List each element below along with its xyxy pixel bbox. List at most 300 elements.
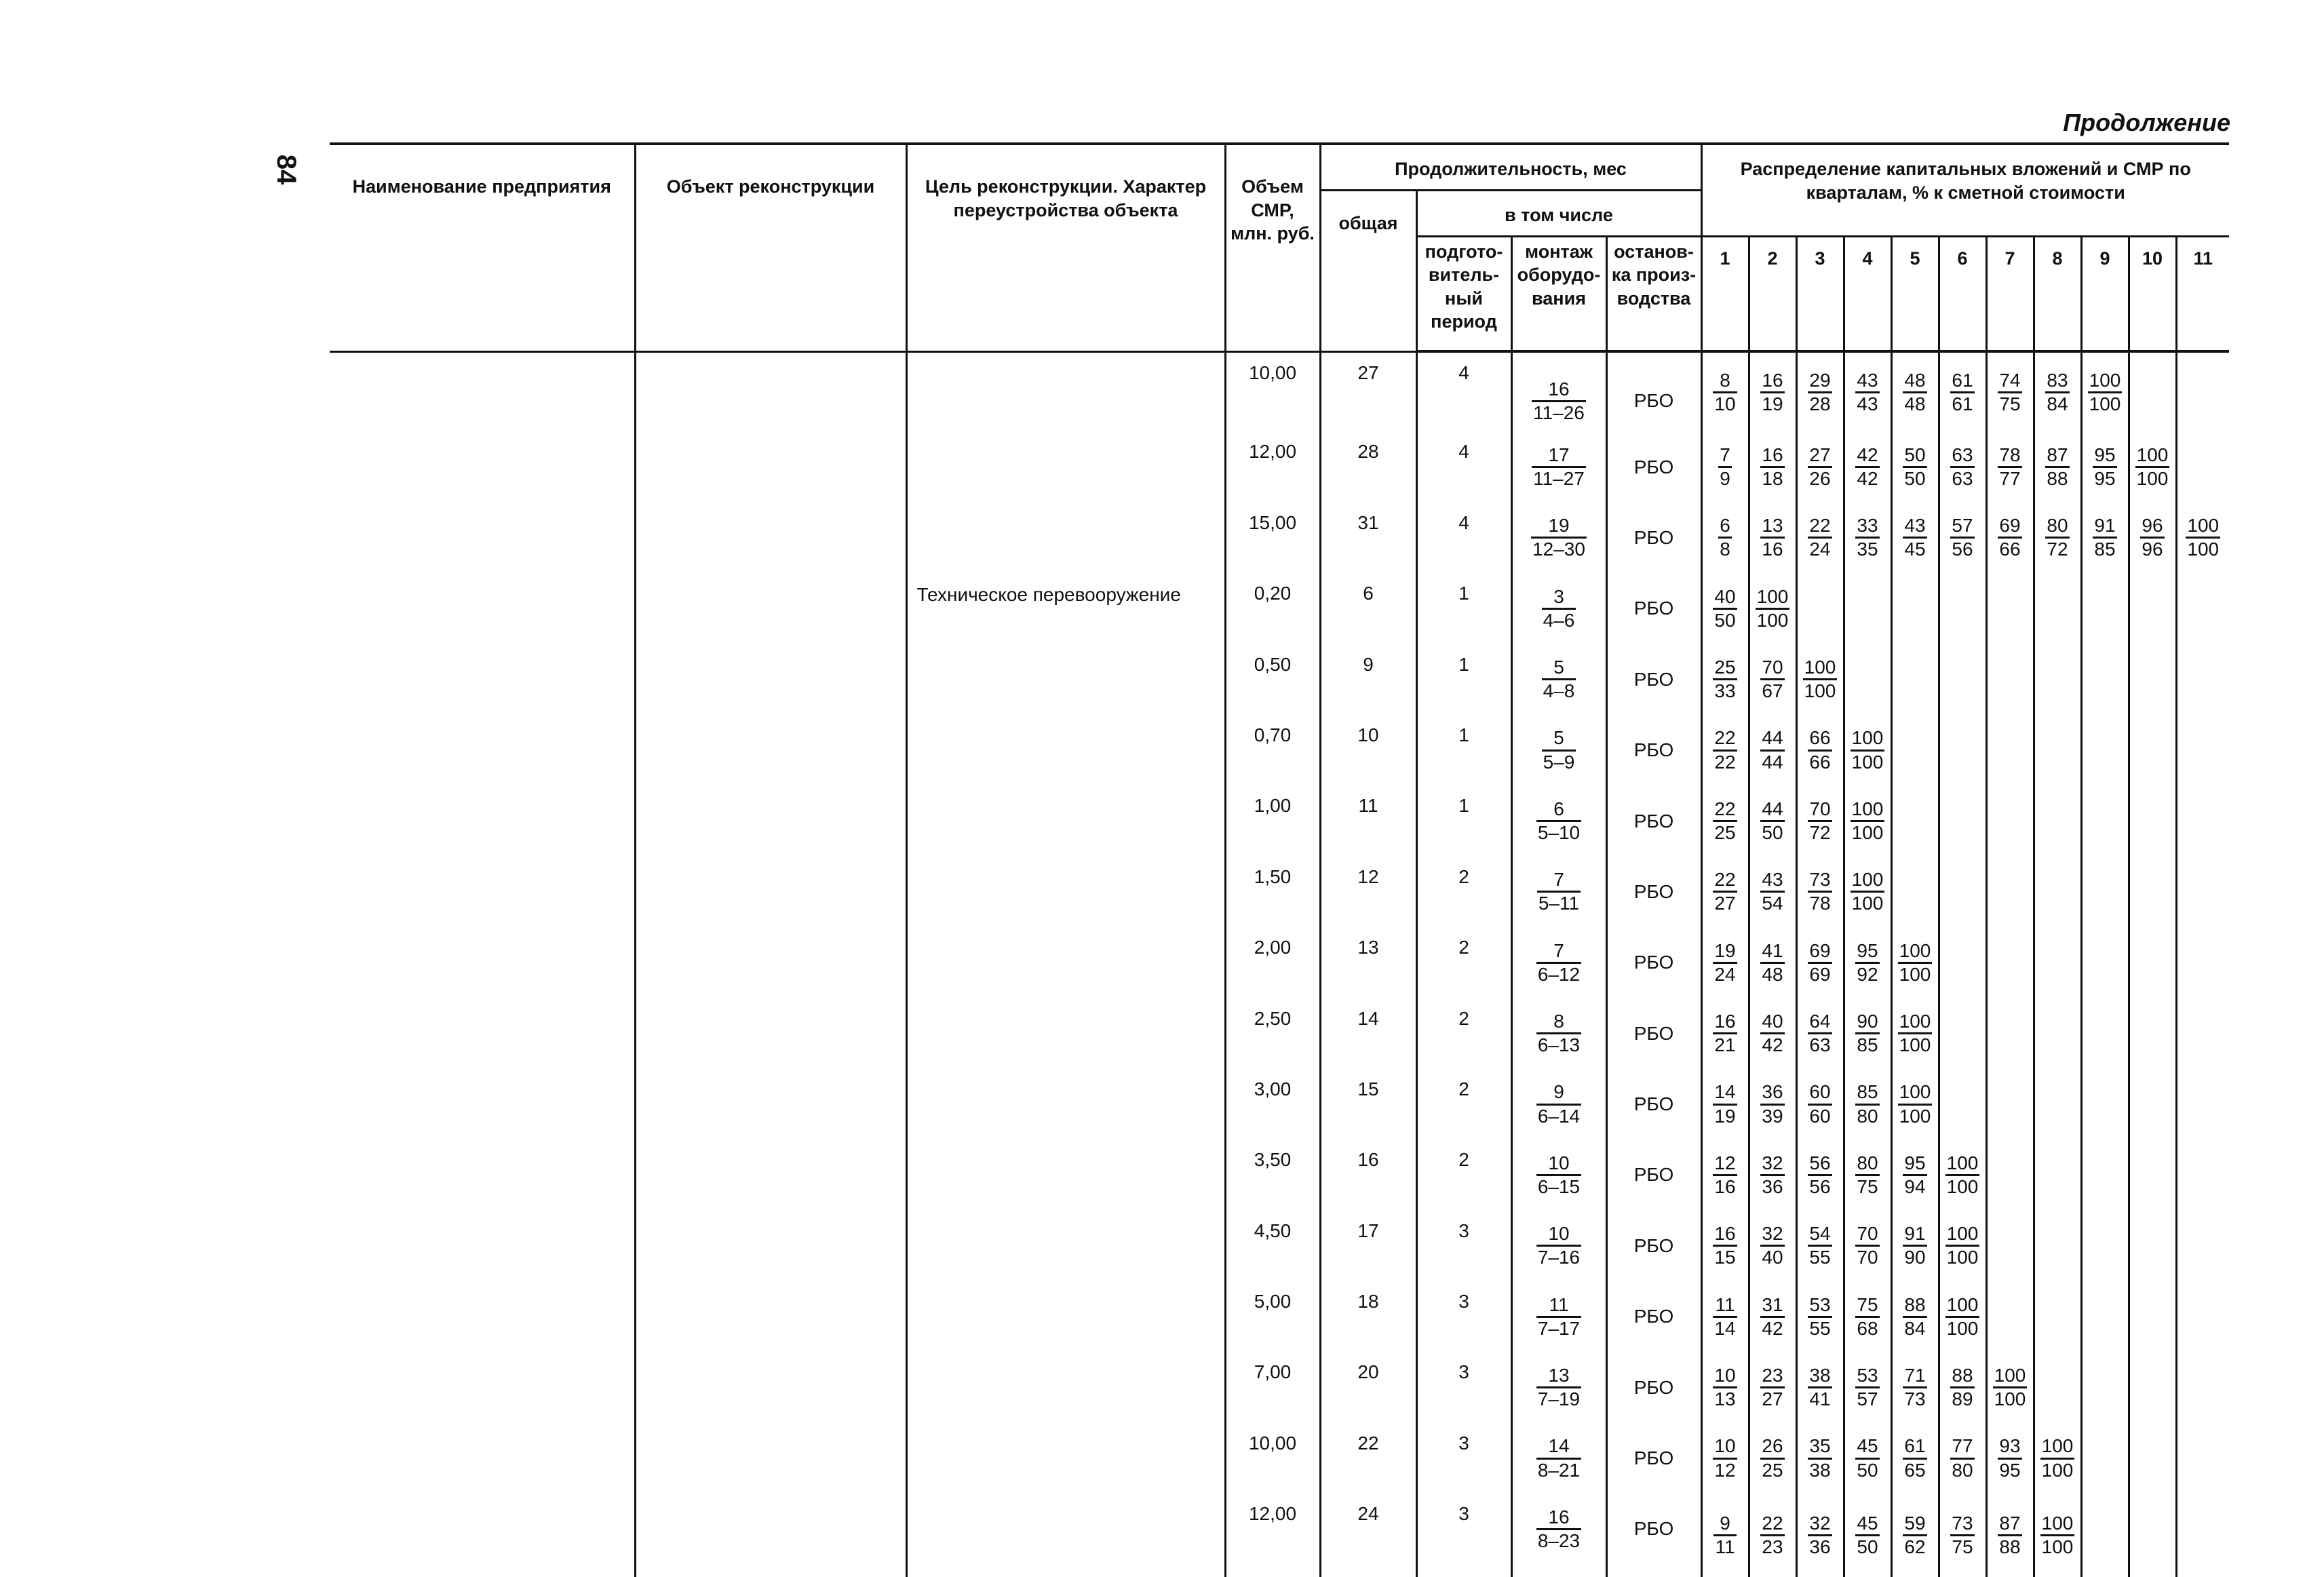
duration-total-cell: 11: [1320, 785, 1416, 856]
quarter-cell: [1891, 857, 1939, 927]
quarter-cell: [2034, 1423, 2081, 1494]
quarter-fraction: [2040, 1435, 2075, 1481]
volume-cell: 10,00: [1225, 1423, 1320, 1494]
quarter-fraction-denominator: 11: [1715, 1536, 1735, 1557]
shutdown-cell: РБО: [1606, 644, 1701, 715]
quarter-cell: [2129, 1423, 2176, 1494]
installation-fraction-numerator: 5: [1542, 657, 1576, 680]
duration-total-cell: 22: [1320, 1423, 1416, 1494]
duration-total-cell: 27: [1320, 351, 1416, 431]
quarter-fraction-numerator: 42: [1855, 444, 1879, 468]
quarter-fraction-numerator: 31: [1760, 1294, 1784, 1318]
header-enterprise-name: Наименование предприятия: [330, 144, 635, 351]
quarter-fraction-numerator: 29: [1808, 370, 1832, 393]
quarter-fraction-denominator: 15: [1714, 1247, 1736, 1268]
shutdown-cell: РБО: [1606, 1211, 1701, 1281]
quarter-fraction-numerator: 6: [1718, 515, 1732, 539]
quarter-fraction: [1998, 370, 2021, 415]
installation-fraction-numerator: 10: [1536, 1223, 1581, 1247]
quarter-fraction-denominator: 88: [1999, 1536, 2021, 1557]
quarter-fraction: [1760, 869, 1784, 914]
quarter-fraction-denominator: 38: [1809, 1459, 1831, 1481]
quarter-fraction-numerator: 77: [1950, 1435, 1974, 1459]
quarter-cell: [2129, 1211, 2176, 1281]
installation-fraction: [1536, 1294, 1581, 1340]
quarter-fraction-numerator: 45: [1855, 1435, 1879, 1459]
quarter-cell: [1796, 431, 1844, 502]
quarter-fraction-numerator: 91: [2093, 515, 2116, 539]
quarter-fraction-denominator: 50: [1904, 468, 1926, 490]
quarter-fraction-numerator: 74: [1998, 370, 2021, 393]
duration-total-cell: 16: [1320, 1140, 1416, 1210]
installation-fraction-denominator: 4–6: [1543, 609, 1575, 631]
installation-fraction: [1542, 586, 1576, 631]
installation-cell: [1511, 431, 1606, 502]
quarter-fraction: [1713, 370, 1737, 415]
quarter-cell: [1939, 1069, 1986, 1140]
quarter-fraction-numerator: 100: [1851, 869, 1885, 893]
quarter-fraction: [2088, 370, 2123, 415]
purpose-cell-empty: [906, 351, 1225, 573]
quarter-fraction-denominator: 26: [1809, 468, 1831, 490]
quarter-cell: [1701, 1069, 1749, 1140]
quarter-fraction-denominator: 54: [1762, 893, 1783, 914]
quarter-cell: [2081, 1494, 2129, 1576]
prep-period-cell: 4: [1416, 503, 1511, 573]
quarter-cell: [2081, 715, 2129, 785]
quarter-fraction-denominator: 75: [1999, 393, 2021, 414]
volume-cell: 0,70: [1225, 715, 1320, 785]
prep-period-cell: 2: [1416, 1140, 1511, 1210]
quarter-fraction: [1760, 370, 1784, 415]
quarter-fraction-denominator: 50: [1857, 1459, 1878, 1481]
installation-cell: [1511, 998, 1606, 1069]
quarter-cell: [1796, 715, 1844, 785]
quarter-cell: [1701, 1352, 1749, 1422]
quarter-cell: [2129, 644, 2176, 715]
quarter-fraction-numerator: 100: [1945, 1223, 1980, 1247]
quarter-cell: [1796, 1494, 1844, 1576]
quarter-fraction-numerator: 43: [1903, 515, 1926, 539]
quarter-cell: [1986, 785, 2034, 856]
quarter-cell: [1749, 857, 1796, 927]
installation-fraction: [1532, 378, 1586, 424]
shutdown-cell: РБО: [1606, 1352, 1701, 1422]
quarter-fraction-denominator: 66: [1809, 751, 1831, 773]
volume-cell: 4,50: [1225, 1211, 1320, 1281]
quarter-cell: [1749, 1069, 1796, 1140]
quarter-cell: [1749, 644, 1796, 715]
quarter-fraction: [1855, 370, 1879, 415]
quarter-fraction-numerator: 13: [1760, 515, 1784, 539]
quarter-fraction-denominator: 39: [1762, 1105, 1783, 1127]
quarter-fraction-numerator: 60: [1808, 1081, 1832, 1105]
quarter-cell: [1796, 1423, 1844, 1494]
quarter-fraction-denominator: 40: [1762, 1247, 1783, 1268]
quarter-fraction-numerator: 48: [1903, 370, 1926, 393]
quarter-fraction-numerator: 73: [1808, 869, 1832, 893]
volume-cell: 3,00: [1225, 1069, 1320, 1140]
quarter-cell: [2034, 573, 2081, 644]
quarter-cell: [1844, 1140, 1891, 1210]
quarter-fraction-denominator: 48: [1904, 393, 1926, 414]
duration-total-cell: 6: [1320, 573, 1416, 644]
installation-fraction-denominator: 5–10: [1537, 822, 1581, 844]
installation-fraction-denominator: 5–11: [1538, 893, 1580, 914]
prep-period-cell: 3: [1416, 1352, 1511, 1422]
quarter-fraction-numerator: 70: [1808, 798, 1832, 822]
quarter-fraction-numerator: 54: [1808, 1223, 1832, 1247]
quarter-fraction-denominator: 55: [1809, 1317, 1831, 1339]
installation-fraction: [1536, 1152, 1581, 1198]
quarter-fraction-denominator: 66: [1999, 539, 2021, 560]
quarter-fraction: [1808, 370, 1832, 415]
quarter-cell: [2176, 503, 2229, 573]
installation-fraction-numerator: 16: [1532, 378, 1586, 402]
quarter-fraction-denominator: 96: [2142, 539, 2163, 560]
quarter-fraction-denominator: 62: [1904, 1536, 1926, 1557]
quarter-fraction: [1760, 1011, 1784, 1056]
quarter-fraction-denominator: 100: [2136, 468, 2169, 490]
quarter-fraction-numerator: 10: [1713, 1435, 1737, 1459]
quarter-fraction-numerator: 100: [1803, 657, 1838, 680]
quarter-cell: [2176, 785, 2229, 856]
installation-fraction: [1542, 727, 1576, 773]
quarter-fraction-denominator: 12: [1714, 1459, 1736, 1481]
quarter-fraction-denominator: 100: [1804, 680, 1836, 702]
quarter-fraction-numerator: 16: [1760, 444, 1784, 468]
installation-fraction: [1536, 940, 1581, 986]
quarter-cell: [1844, 351, 1891, 431]
quarter-cell: [2129, 927, 2176, 998]
quarter-cell: [1986, 1211, 2034, 1281]
quarter-fraction: [1898, 1081, 1933, 1127]
quarter-cell: [1701, 1494, 1749, 1576]
quarter-fraction-denominator: 36: [1762, 1175, 1783, 1197]
prep-period-cell: 3: [1416, 1423, 1511, 1494]
header-quarter: 5: [1891, 236, 1939, 351]
header-purpose: Цель реконструкции. Характер переустройства объекта: [906, 144, 1225, 351]
volume-cell: 12,00: [1225, 431, 1320, 502]
quarter-fraction-denominator: 35: [1857, 539, 1878, 560]
quarter-cell: [1844, 644, 1891, 715]
quarter-fraction: [1760, 444, 1784, 490]
quarter-cell: [1844, 431, 1891, 502]
quarter-cell: [2034, 1069, 2081, 1140]
installation-cell: [1511, 715, 1606, 785]
quarter-fraction-denominator: 28: [1809, 393, 1831, 414]
shutdown-cell: РБО: [1606, 573, 1701, 644]
installation-fraction-numerator: 6: [1536, 798, 1581, 822]
volume-cell: 5,00: [1225, 1281, 1320, 1352]
quarter-cell: [1939, 1211, 1986, 1281]
header-quarter: 6: [1939, 236, 1986, 351]
installation-fraction-denominator: 12–30: [1532, 539, 1585, 560]
quarter-fraction-denominator: 100: [1946, 1247, 1979, 1268]
quarter-fraction: [1760, 1223, 1784, 1268]
quarter-fraction: [1945, 1294, 1980, 1340]
quarter-cell: [2034, 998, 2081, 1069]
quarter-fraction-denominator: 68: [1857, 1317, 1878, 1339]
duration-total-cell: 18: [1320, 1281, 1416, 1352]
quarter-fraction: [1903, 1365, 1926, 1410]
quarter-cell: [1796, 1211, 1844, 1281]
installation-fraction: [1536, 1435, 1581, 1481]
installation-fraction: [1542, 657, 1576, 702]
quarter-fraction-denominator: 67: [1762, 680, 1783, 702]
quarter-fraction-numerator: 22: [1808, 515, 1832, 539]
quarter-fraction-denominator: 94: [1904, 1175, 1926, 1197]
installation-cell: [1511, 1494, 1606, 1576]
installation-fraction-denominator: 6–13: [1537, 1034, 1581, 1056]
quarter-fraction: [1855, 1081, 1879, 1127]
quarter-fraction: [1760, 1435, 1784, 1481]
quarter-cell: [1701, 573, 1749, 644]
installation-fraction-denominator: 8–21: [1537, 1459, 1581, 1481]
installation-fraction-numerator: 13: [1536, 1365, 1581, 1388]
quarter-fraction: [1998, 1513, 2021, 1558]
quarter-fraction-denominator: 100: [1899, 963, 1931, 985]
quarter-fraction-denominator: 16: [1762, 539, 1783, 560]
duration-total-cell: 13: [1320, 927, 1416, 998]
quarter-cell: [1844, 998, 1891, 1069]
quarter-fraction: [1855, 1223, 1879, 1268]
prep-period-cell: 4: [1416, 351, 1511, 431]
quarter-fraction: [1851, 869, 1885, 914]
installation-cell: [1511, 857, 1606, 927]
quarter-cell: [2129, 503, 2176, 573]
installation-fraction: [1536, 1011, 1581, 1056]
quarter-cell: [1986, 1281, 2034, 1352]
quarter-fraction-denominator: 21: [1714, 1034, 1736, 1056]
quarter-cell: [1986, 927, 2034, 998]
installation-fraction-numerator: 7: [1537, 869, 1581, 893]
quarter-cell: [1939, 573, 1986, 644]
quarter-fraction: [1713, 1435, 1737, 1481]
quarter-cell: [1986, 998, 2034, 1069]
quarter-fraction-numerator: 23: [1760, 1365, 1784, 1388]
shutdown-cell: РБО: [1606, 998, 1701, 1069]
quarter-fraction-numerator: 93: [1998, 1435, 2021, 1459]
purpose-cell: Техническое перевооружение: [906, 573, 1225, 1576]
volume-cell: 1,00: [1225, 785, 1320, 856]
quarter-cell: [1986, 1494, 2034, 1576]
header-quarter: 4: [1844, 236, 1891, 351]
quarter-cell: [2034, 1281, 2081, 1352]
duration-total-cell: 31: [1320, 503, 1416, 573]
quarter-fraction-numerator: 59: [1903, 1513, 1926, 1536]
quarter-cell: [1939, 785, 1986, 856]
quarter-fraction: [1903, 515, 1926, 560]
quarter-cell: [1939, 1352, 1986, 1422]
quarter-fraction-denominator: 100: [1851, 822, 1884, 844]
quarter-cell: [1701, 715, 1749, 785]
quarter-cell: [1701, 431, 1749, 502]
quarter-cell: [1844, 503, 1891, 573]
quarter-fraction-numerator: 100: [1993, 1365, 2028, 1388]
installation-fraction-numerator: 8: [1536, 1011, 1581, 1034]
quarter-cell: [1986, 1352, 2034, 1422]
duration-total-cell: 9: [1320, 644, 1416, 715]
installation-cell: [1511, 1352, 1606, 1422]
quarter-fraction-numerator: 70: [1760, 657, 1784, 680]
quarter-fraction-denominator: 41: [1809, 1388, 1831, 1410]
prep-period-cell: 2: [1416, 857, 1511, 927]
quarter-cell: [2176, 1069, 2229, 1140]
prep-period-cell: 2: [1416, 998, 1511, 1069]
quarter-fraction: [1713, 586, 1737, 631]
quarter-fraction-denominator: 75: [1952, 1536, 1973, 1557]
quarter-fraction: [1950, 1435, 1974, 1481]
installation-cell: [1511, 785, 1606, 856]
quarter-fraction-denominator: 84: [1904, 1317, 1926, 1339]
quarter-fraction-denominator: 48: [1762, 963, 1783, 985]
quarter-fraction-numerator: 22: [1713, 869, 1737, 893]
quarter-cell: [2081, 1352, 2129, 1422]
quarter-cell: [1796, 927, 1844, 998]
shutdown-cell: РБО: [1606, 431, 1701, 502]
quarter-fraction-numerator: 33: [1855, 515, 1879, 539]
quarter-fraction-numerator: 22: [1713, 798, 1737, 822]
quarter-cell: [2081, 1211, 2129, 1281]
quarter-fraction-denominator: 85: [1857, 1034, 1878, 1056]
prep-period-cell: 3: [1416, 1281, 1511, 1352]
quarter-cell: [1844, 1352, 1891, 1422]
quarter-fraction: [1903, 1294, 1926, 1340]
quarter-cell: [2176, 1281, 2229, 1352]
quarter-fraction-numerator: 9: [1713, 1513, 1736, 1536]
quarter-fraction: [1760, 515, 1784, 560]
quarter-cell: [1844, 857, 1891, 927]
quarter-fraction: [2135, 444, 2170, 490]
quarter-fraction: [1760, 727, 1784, 773]
installation-fraction-denominator: 6–12: [1537, 963, 1581, 985]
duration-total-cell: 24: [1320, 1494, 1416, 1576]
quarter-fraction-denominator: 95: [1999, 1459, 2021, 1481]
quarter-fraction-numerator: 32: [1760, 1152, 1784, 1176]
quarter-fraction-denominator: 73: [1904, 1388, 1926, 1410]
quarter-cell: [1749, 573, 1796, 644]
quarter-cell: [1796, 351, 1844, 431]
header-distribution: Распределение капитальных вложений и СМР по кварталам, % к сметной стоимости: [1701, 144, 2229, 236]
quarter-fraction-denominator: 56: [1952, 539, 1973, 560]
quarter-cell: [2129, 1352, 2176, 1422]
quarter-cell: [1749, 1494, 1796, 1576]
installation-fraction-denominator: 8–23: [1537, 1530, 1581, 1551]
quarter-cell: [2081, 998, 2129, 1069]
quarter-fraction-numerator: 87: [2045, 444, 2069, 468]
quarter-fraction-numerator: 96: [2140, 515, 2164, 539]
quarter-fraction-denominator: 78: [1809, 893, 1831, 914]
quarter-fraction: [1760, 1365, 1784, 1410]
quarter-fraction: [1713, 1152, 1737, 1198]
quarter-cell: [2176, 1494, 2229, 1576]
quarter-fraction-numerator: 73: [1950, 1513, 1974, 1536]
quarter-cell: [2034, 351, 2081, 431]
quarter-cell: [1749, 431, 1796, 502]
quarter-fraction-numerator: 10: [1713, 1365, 1737, 1388]
quarter-fraction-denominator: 57: [1857, 1388, 1878, 1410]
quarter-cell: [1796, 1069, 1844, 1140]
duration-total-cell: 12: [1320, 857, 1416, 927]
quarter-cell: [1796, 503, 1844, 573]
quarter-fraction-denominator: 80: [1952, 1459, 1973, 1481]
quarter-fraction: [1808, 727, 1832, 773]
quarter-fraction: [1903, 370, 1926, 415]
shutdown-cell: РБО: [1606, 927, 1701, 998]
quarter-fraction-denominator: 84: [2047, 393, 2068, 414]
quarter-fraction-numerator: 45: [1855, 1513, 1879, 1536]
quarter-cell: [1986, 573, 2034, 644]
installation-cell: [1511, 1211, 1606, 1281]
header-volume: Объем СМР, млн. руб.: [1225, 144, 1320, 351]
quarter-fraction-numerator: 32: [1760, 1223, 1784, 1247]
installation-fraction: [1536, 1223, 1581, 1268]
quarter-fraction-numerator: 78: [1998, 444, 2021, 468]
quarter-cell: [1796, 785, 1844, 856]
installation-fraction: [1536, 1081, 1581, 1127]
quarter-cell: [2034, 1352, 2081, 1422]
quarter-cell: [2129, 857, 2176, 927]
quarter-fraction-numerator: 88: [1950, 1365, 1974, 1388]
quarter-fraction: [1855, 1435, 1879, 1481]
installation-fraction-numerator: 3: [1542, 586, 1576, 610]
quarter-fraction: [1945, 1152, 1980, 1198]
quarter-fraction-numerator: 16: [1760, 370, 1784, 393]
header-quarter: 9: [2081, 236, 2129, 351]
installation-cell: [1511, 1281, 1606, 1352]
installation-fraction-denominator: 6–14: [1537, 1105, 1581, 1127]
quarter-cell: [2176, 857, 2229, 927]
quarter-fraction-numerator: 80: [1855, 1152, 1879, 1176]
quarter-fraction: [1808, 1513, 1832, 1558]
quarter-fraction-denominator: 19: [1762, 393, 1783, 414]
installation-fraction-numerator: 16: [1536, 1506, 1581, 1530]
enterprise-name-cell: [330, 351, 635, 1577]
quarter-cell: [1891, 1352, 1939, 1422]
quarter-fraction-numerator: 43: [1760, 869, 1784, 893]
quarter-cell: [1891, 998, 1939, 1069]
quarter-fraction: [1760, 1081, 1784, 1127]
quarter-fraction-denominator: 77: [1999, 468, 2021, 490]
installation-fraction-numerator: 19: [1531, 515, 1587, 539]
quarter-fraction: [1713, 798, 1737, 844]
header-shutdown: остановка производства: [1606, 236, 1701, 351]
quarter-cell: [1986, 644, 2034, 715]
quarter-cell: [2034, 1211, 2081, 1281]
quarter-fraction-numerator: 91: [1903, 1223, 1926, 1247]
quarter-cell: [2129, 785, 2176, 856]
header-quarter: 3: [1796, 236, 1844, 351]
quarter-fraction-numerator: 100: [2040, 1435, 2075, 1459]
quarter-fraction: [1903, 444, 1926, 490]
quarter-fraction-numerator: 95: [1903, 1152, 1926, 1176]
installation-fraction-numerator: 17: [1532, 444, 1586, 468]
quarter-cell: [1701, 857, 1749, 927]
header-object: Объект реконструкции: [635, 144, 906, 351]
quarter-cell: [1891, 1423, 1939, 1494]
header-installation: монтаж оборудования: [1511, 236, 1606, 351]
quarter-fraction-numerator: 100: [1851, 727, 1885, 751]
quarter-fraction: [1808, 1011, 1832, 1056]
quarter-fraction: [2140, 515, 2164, 560]
quarter-fraction: [1998, 515, 2021, 560]
quarter-fraction-denominator: 75: [1857, 1175, 1878, 1197]
quarter-cell: [2129, 1281, 2176, 1352]
volume-cell: 10,00: [1225, 351, 1320, 431]
quarter-cell: [2081, 1069, 2129, 1140]
volume-cell: 0,20: [1225, 573, 1320, 644]
